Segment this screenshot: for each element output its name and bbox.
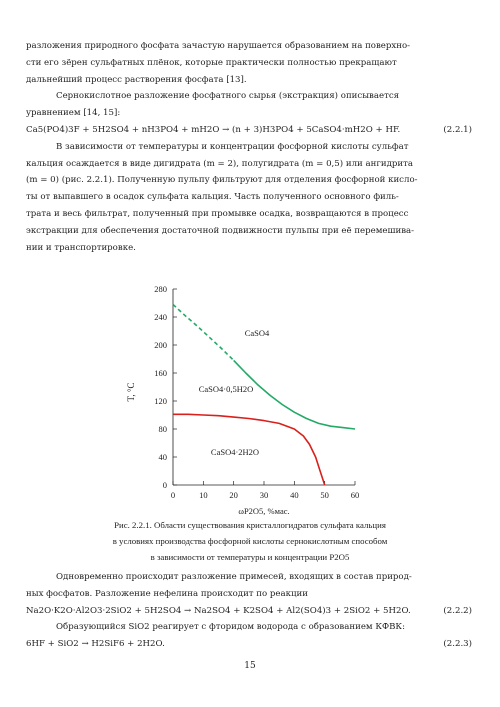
caption-line: в зависимости от температуры и концентрации P2O5 <box>150 552 350 562</box>
text-line: сти его зёрен сульфатных плёнок, которые практически полностью прекращают <box>26 57 397 68</box>
x-tick-label: 0 <box>170 490 176 500</box>
text-line: Сернокислотное разложение фосфатного сырья (экстракция) описывается <box>56 91 400 102</box>
equation-number: (2.2.1) <box>443 124 472 135</box>
caption-line: в условиях производства фосфорной кислоты сернокислотным способом <box>112 536 388 546</box>
y-ticks <box>154 284 177 490</box>
y-tick-label: 80 <box>158 424 167 434</box>
series-line-0 <box>173 304 234 360</box>
caption-line: Рис. 2.2.1. Области существования кристаллогидратов сульфата кальция <box>114 520 386 530</box>
text-line: В зависимости от температуры и концентрации фосфорной кислоты сульфат <box>56 141 409 152</box>
y-tick-label: 280 <box>154 284 167 294</box>
text-line: дальнейший процесс растворения фосфата [13]. <box>26 74 247 85</box>
y-tick-label: 160 <box>154 368 167 378</box>
y-tick-label: 120 <box>154 396 167 406</box>
x-axis-label: ωP2O5, %мас. <box>238 506 290 516</box>
equation-2-2-2 <box>26 603 478 620</box>
text-line: трата и весь фильтрат, полученный при промывке осадка, возвращаются в процесс <box>26 208 409 219</box>
region-label-anhydrite: CaSO4 <box>244 328 270 338</box>
x-tick-label: 40 <box>290 490 299 500</box>
text-line: кальция осаждается в виде дигидрата (m = 2), полугидрата (m = 0,5) или ангидрита <box>26 158 413 169</box>
y-tick-label: 0 <box>162 480 167 490</box>
x-tick-label: 60 <box>350 490 360 500</box>
equation-2-2-3 <box>26 636 478 653</box>
x-tick-label: 30 <box>259 490 269 500</box>
text-line: Одновременно происходит разложение примесей, входящих в состав природ- <box>56 572 412 582</box>
text-block-top <box>26 38 478 256</box>
text-line: экстракции для обеспечения достаточной подвижности пульпы при её перемешива- <box>26 225 415 236</box>
equation-text: Ca5(PO4)3F + 5H2SO4 + nH3PO4 + mH2O → (n + 3)H3PO4 + 5CaSO4·mH2O + HF. <box>26 124 401 135</box>
text-line: разложения природного фосфата зачастую нарушается образованием на поверхно- <box>26 41 411 51</box>
x-tick-label: 20 <box>229 490 238 500</box>
text-block-bottom <box>26 569 478 653</box>
y-tick-label: 200 <box>154 340 167 350</box>
x-tick-label: 50 <box>320 490 329 500</box>
page-number: 15 <box>244 661 256 671</box>
text-line: ных фосфатов. Разложение нефелина происходит по реакции <box>26 588 308 599</box>
text-line: уравнением [14, 15]: <box>26 108 121 119</box>
y-tick-label: 40 <box>158 452 167 462</box>
equation-number: (2.2.3) <box>443 639 472 650</box>
equation-text: Na2O·K2O·Al2O3·2SiO2 + 5H2SO4 → Na2SO4 + K2SO4 + Al2(SO4)3 + 2SiO2 + 5H2O. <box>26 605 411 616</box>
equation-text: 6HF + SiO2 → H2SiF6 + 2H2O. <box>26 639 165 650</box>
equation-number: (2.2.2) <box>443 605 472 616</box>
text-line: ты от выпавшего в осадок сульфата кальция. Часть полученного основного филь- <box>26 192 399 203</box>
x-tick-label: 10 <box>199 490 208 500</box>
text-line: Образующийся SiO2 реагирует с фторидом водорода с образованием КФВК: <box>56 622 405 633</box>
text-line: нии и транспортировке. <box>26 242 136 253</box>
temperature-concentration-chart <box>120 280 380 516</box>
figure-caption <box>60 517 440 565</box>
equation-2-2-1 <box>26 122 478 139</box>
region-label-hemihydrate: CaSO4·0,5H2O <box>198 384 254 394</box>
x-ticks <box>171 481 359 500</box>
y-axis-label: T, °C <box>126 382 136 402</box>
text-line: (m = 0) (рис. 2.2.1). Полученную пульпу фильтруют для отделения фосфорной кисло- <box>26 175 418 186</box>
region-label-dihydrate: CaSO4·2H2O <box>210 447 260 457</box>
y-tick-label: 240 <box>154 312 167 322</box>
